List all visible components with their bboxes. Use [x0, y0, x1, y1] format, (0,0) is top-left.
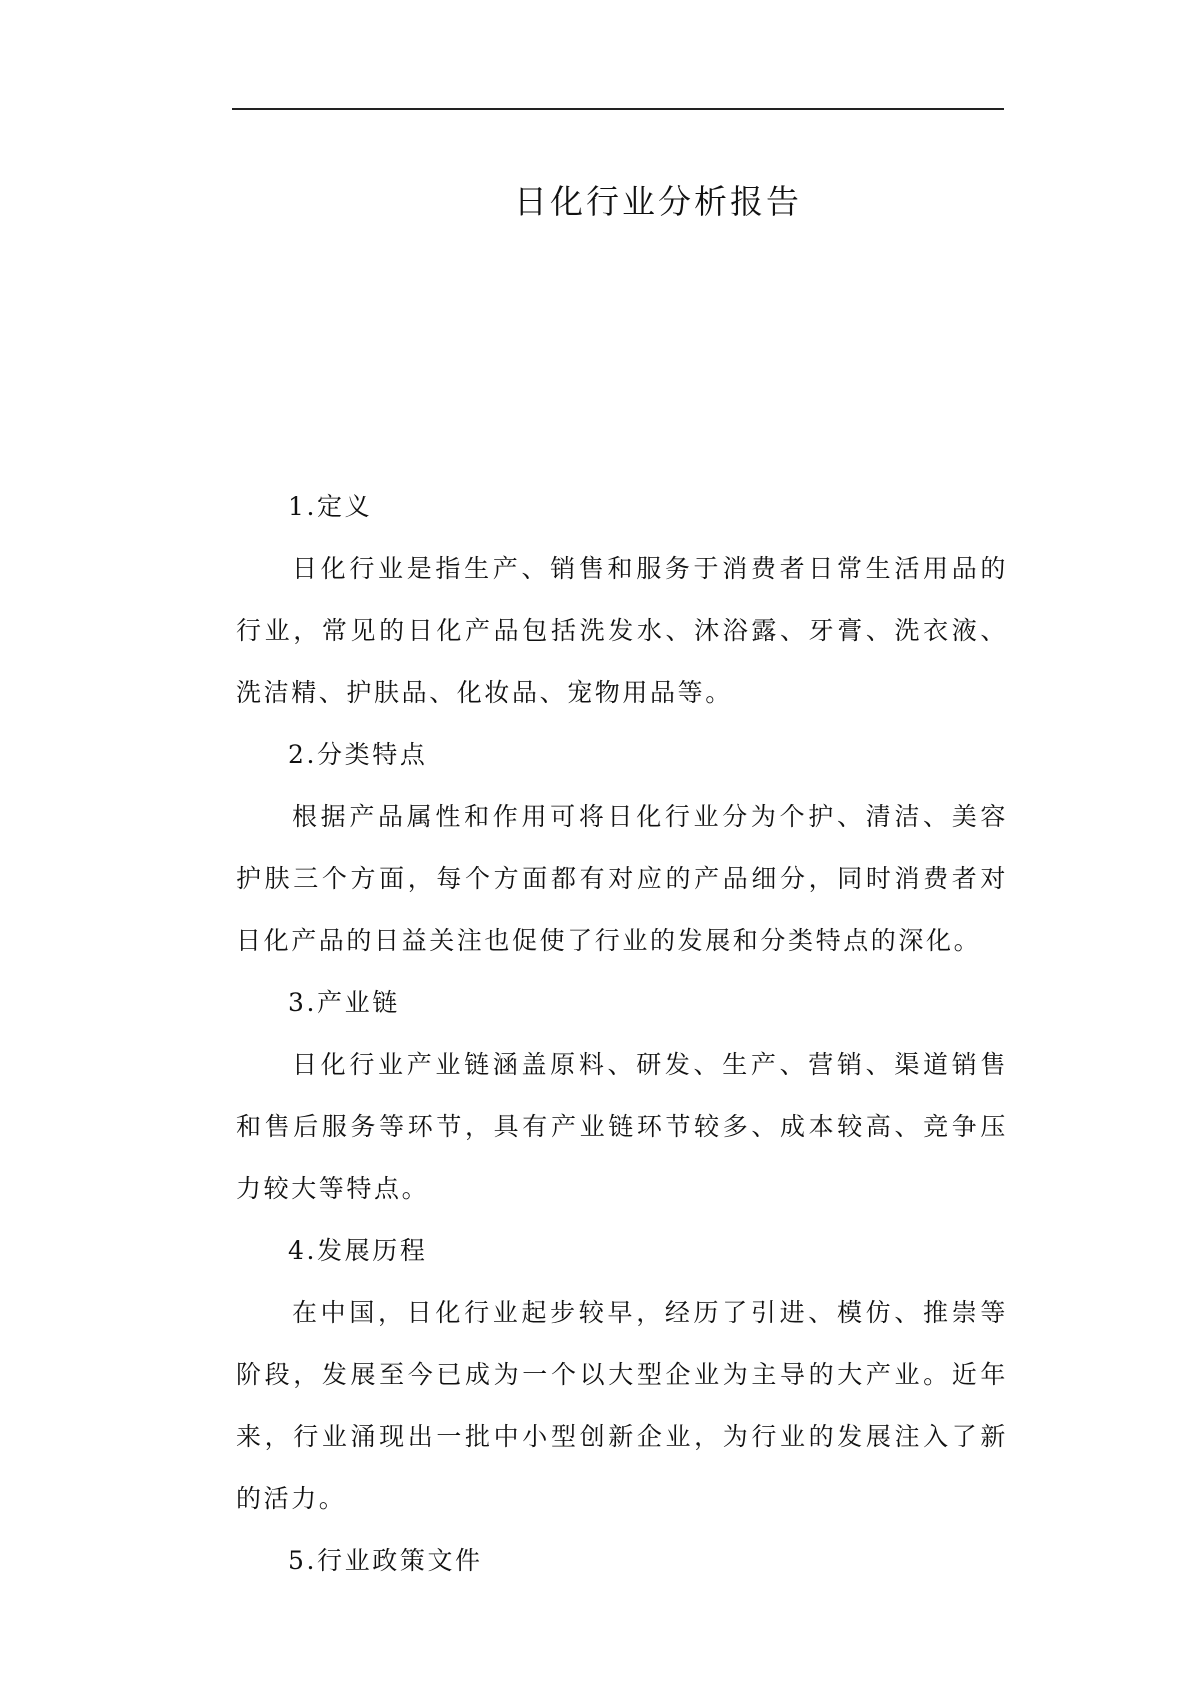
- section-definition: [236, 476, 1008, 724]
- section-history: [236, 1220, 1008, 1530]
- section-heading: 3.产业链: [288, 988, 400, 1017]
- section-heading: 4.发展历程: [288, 1236, 428, 1265]
- header-rule: [232, 108, 1004, 110]
- section-heading: 5.行业政策文件: [288, 1546, 483, 1575]
- section-industry-chain: [236, 972, 1008, 1220]
- section-paragraph: 日化行业是指生产、销售和服务于消费者日常生活用品的行业，常见的日化产品包括洗发水、沐浴露、牙膏、洗衣液、洗洁精、护肤品、化妆品、宠物用品等。: [236, 554, 1008, 707]
- section-classification: [236, 724, 1008, 972]
- section-heading: 2.分类特点: [288, 740, 428, 769]
- section-paragraph: 根据产品属性和作用可将日化行业分为个护、清洁、美容护肤三个方面，每个方面都有对应的产品细分，同时消费者对日化产品的日益关注也促使了行业的发展和分类特点的深化。: [236, 802, 1008, 955]
- section-policy: [236, 1530, 1008, 1592]
- document-body: [236, 476, 1008, 1592]
- section-paragraph: 日化行业产业链涵盖原料、研发、生产、营销、渠道销售和售后服务等环节，具有产业链环节较多、成本较高、竞争压力较大等特点。: [236, 1050, 1008, 1203]
- document-title: 日化行业分析报告: [514, 182, 802, 221]
- section-heading: 1.定义: [288, 492, 373, 521]
- section-paragraph: 在中国，日化行业起步较早，经历了引进、模仿、推崇等阶段，发展至今已成为一个以大型企业为主导的大产业。近年来，行业涌现出一批中小型创新企业，为行业的发展注入了新的活力。: [236, 1298, 1008, 1513]
